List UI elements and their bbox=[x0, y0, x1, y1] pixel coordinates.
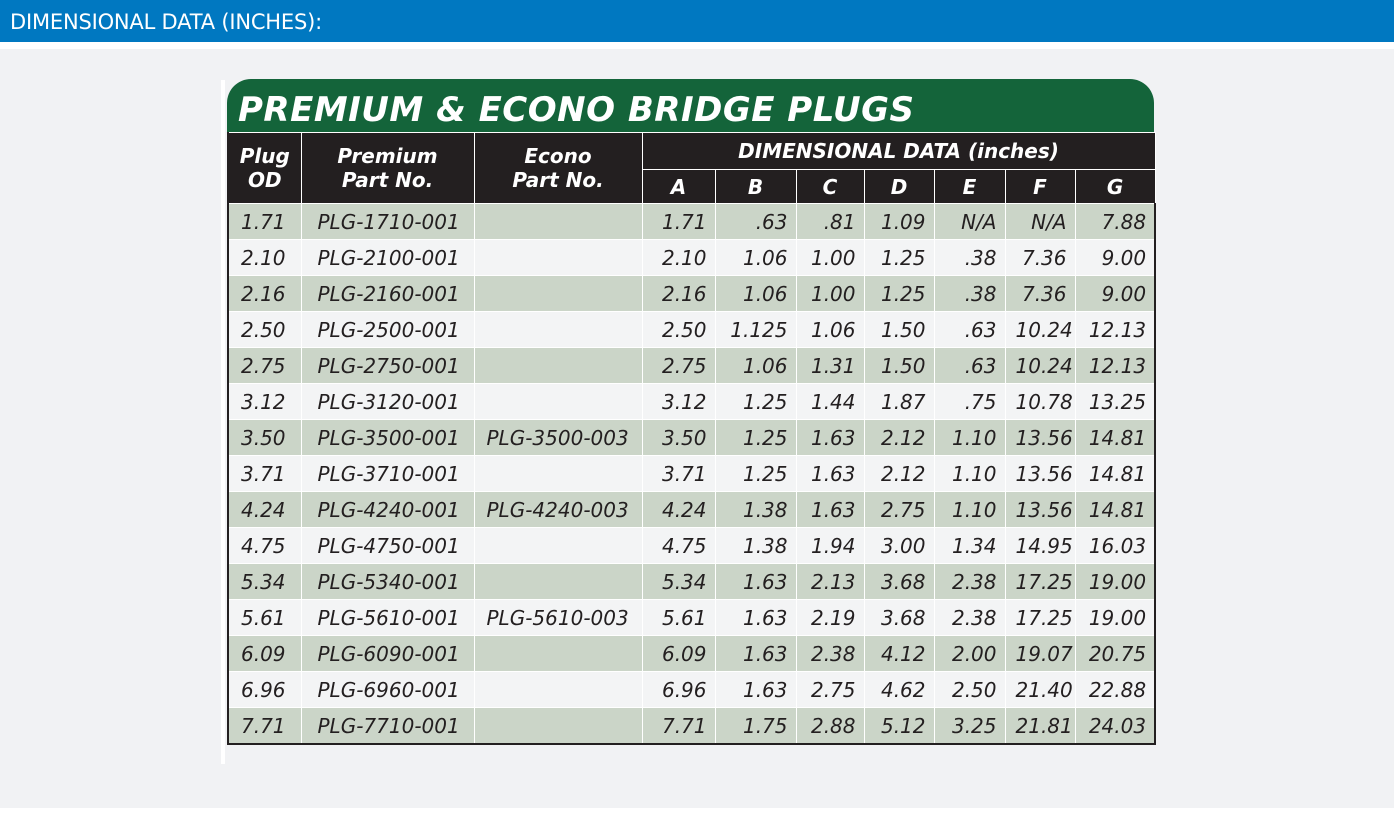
cell-dim-g: 9.00 bbox=[1075, 240, 1155, 276]
dimensional-data-table bbox=[227, 132, 1156, 745]
cell-premium-part-no: PLG-3710-001 bbox=[301, 456, 474, 492]
cell-dim-c: 1.31 bbox=[796, 348, 864, 384]
cell-plug-od: 6.09 bbox=[228, 636, 301, 672]
cell-dim-f: 13.56 bbox=[1005, 456, 1075, 492]
header-plug-od-line2: OD bbox=[247, 168, 282, 192]
header-premium-line2: Part No. bbox=[341, 168, 434, 192]
cell-dim-b: 1.06 bbox=[715, 276, 796, 312]
cell-econo-part-no bbox=[474, 528, 642, 564]
header-dim-a: A bbox=[642, 170, 715, 204]
divider-line bbox=[221, 80, 225, 764]
cell-dim-d: 3.68 bbox=[864, 564, 934, 600]
cell-econo-part-no bbox=[474, 708, 642, 745]
cell-premium-part-no: PLG-1710-001 bbox=[301, 204, 474, 240]
cell-dim-c: 2.13 bbox=[796, 564, 864, 600]
header-premium-part-no bbox=[301, 133, 474, 204]
cell-dim-e: .38 bbox=[934, 240, 1005, 276]
header-econo-line1: Econo bbox=[524, 144, 592, 168]
cell-plug-od: 1.71 bbox=[228, 204, 301, 240]
cell-econo-part-no: PLG-4240-003 bbox=[474, 492, 642, 528]
cell-dim-g: 24.03 bbox=[1075, 708, 1155, 745]
cell-econo-part-no bbox=[474, 348, 642, 384]
cell-dim-a: 3.12 bbox=[642, 384, 715, 420]
cell-econo-part-no bbox=[474, 456, 642, 492]
cell-premium-part-no: PLG-5610-001 bbox=[301, 600, 474, 636]
cell-dim-a: 2.75 bbox=[642, 348, 715, 384]
cell-dim-g: 14.81 bbox=[1075, 420, 1155, 456]
cell-premium-part-no: PLG-2750-001 bbox=[301, 348, 474, 384]
cell-econo-part-no bbox=[474, 240, 642, 276]
table-row bbox=[228, 528, 1155, 564]
cell-plug-od: 2.50 bbox=[228, 312, 301, 348]
header-dim-g: G bbox=[1075, 170, 1155, 204]
cell-dim-g: 9.00 bbox=[1075, 276, 1155, 312]
table-row bbox=[228, 492, 1155, 528]
table-row bbox=[228, 240, 1155, 276]
table-row bbox=[228, 564, 1155, 600]
cell-dim-g: 20.75 bbox=[1075, 636, 1155, 672]
cell-dim-f: 14.95 bbox=[1005, 528, 1075, 564]
cell-premium-part-no: PLG-4240-001 bbox=[301, 492, 474, 528]
cell-dim-g: 14.81 bbox=[1075, 492, 1155, 528]
table-row bbox=[228, 708, 1155, 745]
header-dim-d: D bbox=[864, 170, 934, 204]
cell-dim-f: 10.24 bbox=[1005, 312, 1075, 348]
cell-dim-a: 2.16 bbox=[642, 276, 715, 312]
cell-dim-b: 1.63 bbox=[715, 672, 796, 708]
table-row bbox=[228, 420, 1155, 456]
cell-dim-a: 2.10 bbox=[642, 240, 715, 276]
cell-dim-b: 1.38 bbox=[715, 528, 796, 564]
cell-econo-part-no: PLG-5610-003 bbox=[474, 600, 642, 636]
cell-dim-a: 6.09 bbox=[642, 636, 715, 672]
cell-dim-f: 13.56 bbox=[1005, 492, 1075, 528]
cell-dim-e: .38 bbox=[934, 276, 1005, 312]
table-header bbox=[228, 133, 1155, 204]
cell-dim-e: 3.25 bbox=[934, 708, 1005, 745]
cell-dim-d: 1.50 bbox=[864, 348, 934, 384]
table-row bbox=[228, 348, 1155, 384]
cell-dim-b: 1.63 bbox=[715, 636, 796, 672]
cell-dim-d: 1.50 bbox=[864, 312, 934, 348]
cell-econo-part-no bbox=[474, 384, 642, 420]
cell-premium-part-no: PLG-6960-001 bbox=[301, 672, 474, 708]
cell-dim-e: 2.50 bbox=[934, 672, 1005, 708]
cell-dim-b: 1.06 bbox=[715, 240, 796, 276]
cell-dim-e: 1.10 bbox=[934, 492, 1005, 528]
cell-dim-b: 1.38 bbox=[715, 492, 796, 528]
cell-econo-part-no bbox=[474, 564, 642, 600]
cell-plug-od: 7.71 bbox=[228, 708, 301, 745]
header-plug-od-line1: Plug bbox=[239, 144, 290, 168]
cell-dim-d: 1.87 bbox=[864, 384, 934, 420]
cell-dim-c: 1.94 bbox=[796, 528, 864, 564]
header-dim-f: F bbox=[1005, 170, 1075, 204]
header-premium-line1: Premium bbox=[337, 144, 438, 168]
cell-dim-e: .63 bbox=[934, 312, 1005, 348]
cell-dim-a: 3.71 bbox=[642, 456, 715, 492]
cell-dim-d: 5.12 bbox=[864, 708, 934, 745]
cell-dim-c: .81 bbox=[796, 204, 864, 240]
cell-econo-part-no bbox=[474, 636, 642, 672]
cell-plug-od: 6.96 bbox=[228, 672, 301, 708]
cell-dim-e: 2.38 bbox=[934, 564, 1005, 600]
cell-dim-a: 5.61 bbox=[642, 600, 715, 636]
cell-dim-e: 1.10 bbox=[934, 420, 1005, 456]
cell-plug-od: 2.10 bbox=[228, 240, 301, 276]
header-dimensional-data: DIMENSIONAL DATA (inches) bbox=[642, 133, 1155, 170]
cell-dim-a: 4.75 bbox=[642, 528, 715, 564]
cell-dim-a: 3.50 bbox=[642, 420, 715, 456]
header-dim-b: B bbox=[715, 170, 796, 204]
cell-premium-part-no: PLG-7710-001 bbox=[301, 708, 474, 745]
cell-plug-od: 2.16 bbox=[228, 276, 301, 312]
cell-dim-a: 7.71 bbox=[642, 708, 715, 745]
cell-dim-d: 3.68 bbox=[864, 600, 934, 636]
cell-dim-g: 14.81 bbox=[1075, 456, 1155, 492]
table-row bbox=[228, 204, 1155, 240]
table-row bbox=[228, 636, 1155, 672]
cell-dim-g: 12.13 bbox=[1075, 348, 1155, 384]
cell-plug-od: 4.24 bbox=[228, 492, 301, 528]
cell-plug-od: 3.12 bbox=[228, 384, 301, 420]
cell-dim-d: 2.12 bbox=[864, 456, 934, 492]
cell-dim-d: 1.25 bbox=[864, 240, 934, 276]
cell-dim-c: 1.63 bbox=[796, 420, 864, 456]
cell-dim-c: 1.44 bbox=[796, 384, 864, 420]
header-dim-e: E bbox=[934, 170, 1005, 204]
cell-econo-part-no bbox=[474, 204, 642, 240]
cell-dim-f: 10.24 bbox=[1005, 348, 1075, 384]
cell-dim-g: 22.88 bbox=[1075, 672, 1155, 708]
cell-dim-b: 1.25 bbox=[715, 420, 796, 456]
table-row bbox=[228, 384, 1155, 420]
cell-dim-b: 1.63 bbox=[715, 600, 796, 636]
cell-dim-e: 1.10 bbox=[934, 456, 1005, 492]
cell-dim-a: 2.50 bbox=[642, 312, 715, 348]
cell-dim-g: 12.13 bbox=[1075, 312, 1155, 348]
cell-dim-f: 21.81 bbox=[1005, 708, 1075, 745]
cell-dim-b: 1.06 bbox=[715, 348, 796, 384]
header-plug-od bbox=[228, 133, 301, 204]
bridge-plugs-table-card bbox=[227, 79, 1154, 745]
cell-dim-c: 2.88 bbox=[796, 708, 864, 745]
table-row bbox=[228, 456, 1155, 492]
cell-dim-f: 17.25 bbox=[1005, 600, 1075, 636]
cell-dim-d: 2.12 bbox=[864, 420, 934, 456]
cell-dim-f: N/A bbox=[1005, 204, 1075, 240]
cell-dim-c: 1.00 bbox=[796, 240, 864, 276]
cell-dim-g: 16.03 bbox=[1075, 528, 1155, 564]
table-row bbox=[228, 600, 1155, 636]
header-dim-c: C bbox=[796, 170, 864, 204]
table-row bbox=[228, 672, 1155, 708]
cell-premium-part-no: PLG-2100-001 bbox=[301, 240, 474, 276]
cell-plug-od: 3.71 bbox=[228, 456, 301, 492]
cell-premium-part-no: PLG-5340-001 bbox=[301, 564, 474, 600]
cell-econo-part-no bbox=[474, 312, 642, 348]
cell-dim-d: 2.75 bbox=[864, 492, 934, 528]
cell-dim-c: 1.63 bbox=[796, 456, 864, 492]
cell-dim-c: 1.00 bbox=[796, 276, 864, 312]
cell-dim-b: 1.25 bbox=[715, 384, 796, 420]
cell-dim-e: N/A bbox=[934, 204, 1005, 240]
cell-dim-g: 7.88 bbox=[1075, 204, 1155, 240]
cell-premium-part-no: PLG-4750-001 bbox=[301, 528, 474, 564]
cell-plug-od: 2.75 bbox=[228, 348, 301, 384]
cell-dim-c: 2.19 bbox=[796, 600, 864, 636]
cell-dim-g: 19.00 bbox=[1075, 600, 1155, 636]
cell-dim-c: 1.63 bbox=[796, 492, 864, 528]
cell-premium-part-no: PLG-2160-001 bbox=[301, 276, 474, 312]
table-row bbox=[228, 276, 1155, 312]
cell-dim-f: 7.36 bbox=[1005, 240, 1075, 276]
cell-plug-od: 5.61 bbox=[228, 600, 301, 636]
cell-premium-part-no: PLG-2500-001 bbox=[301, 312, 474, 348]
cell-dim-d: 4.12 bbox=[864, 636, 934, 672]
section-header: DIMENSIONAL DATA (INCHES): bbox=[0, 0, 1394, 42]
cell-dim-c: 2.75 bbox=[796, 672, 864, 708]
cell-dim-d: 3.00 bbox=[864, 528, 934, 564]
table-title: PREMIUM & ECONO BRIDGE PLUGS bbox=[227, 79, 1154, 132]
cell-dim-b: 1.125 bbox=[715, 312, 796, 348]
cell-dim-e: 2.00 bbox=[934, 636, 1005, 672]
cell-dim-d: 4.62 bbox=[864, 672, 934, 708]
cell-dim-d: 1.09 bbox=[864, 204, 934, 240]
cell-dim-f: 19.07 bbox=[1005, 636, 1075, 672]
cell-dim-g: 13.25 bbox=[1075, 384, 1155, 420]
table-row bbox=[228, 312, 1155, 348]
cell-dim-a: 1.71 bbox=[642, 204, 715, 240]
cell-premium-part-no: PLG-6090-001 bbox=[301, 636, 474, 672]
cell-econo-part-no bbox=[474, 672, 642, 708]
header-econo-part-no bbox=[474, 133, 642, 204]
cell-premium-part-no: PLG-3120-001 bbox=[301, 384, 474, 420]
cell-dim-b: 1.25 bbox=[715, 456, 796, 492]
cell-econo-part-no bbox=[474, 276, 642, 312]
cell-dim-e: 2.38 bbox=[934, 600, 1005, 636]
cell-dim-f: 21.40 bbox=[1005, 672, 1075, 708]
cell-plug-od: 4.75 bbox=[228, 528, 301, 564]
cell-dim-e: .75 bbox=[934, 384, 1005, 420]
cell-dim-f: 13.56 bbox=[1005, 420, 1075, 456]
cell-dim-c: 2.38 bbox=[796, 636, 864, 672]
cell-dim-a: 4.24 bbox=[642, 492, 715, 528]
cell-dim-a: 6.96 bbox=[642, 672, 715, 708]
cell-dim-g: 19.00 bbox=[1075, 564, 1155, 600]
cell-plug-od: 5.34 bbox=[228, 564, 301, 600]
cell-plug-od: 3.50 bbox=[228, 420, 301, 456]
cell-econo-part-no: PLG-3500-003 bbox=[474, 420, 642, 456]
cell-dim-a: 5.34 bbox=[642, 564, 715, 600]
cell-dim-e: 1.34 bbox=[934, 528, 1005, 564]
cell-dim-b: .63 bbox=[715, 204, 796, 240]
cell-dim-f: 7.36 bbox=[1005, 276, 1075, 312]
cell-dim-f: 10.78 bbox=[1005, 384, 1075, 420]
cell-premium-part-no: PLG-3500-001 bbox=[301, 420, 474, 456]
cell-dim-f: 17.25 bbox=[1005, 564, 1075, 600]
cell-dim-d: 1.25 bbox=[864, 276, 934, 312]
cell-dim-b: 1.63 bbox=[715, 564, 796, 600]
header-econo-line2: Part No. bbox=[512, 168, 604, 192]
cell-dim-c: 1.06 bbox=[796, 312, 864, 348]
table-body bbox=[228, 204, 1155, 745]
cell-dim-b: 1.75 bbox=[715, 708, 796, 745]
cell-dim-e: .63 bbox=[934, 348, 1005, 384]
